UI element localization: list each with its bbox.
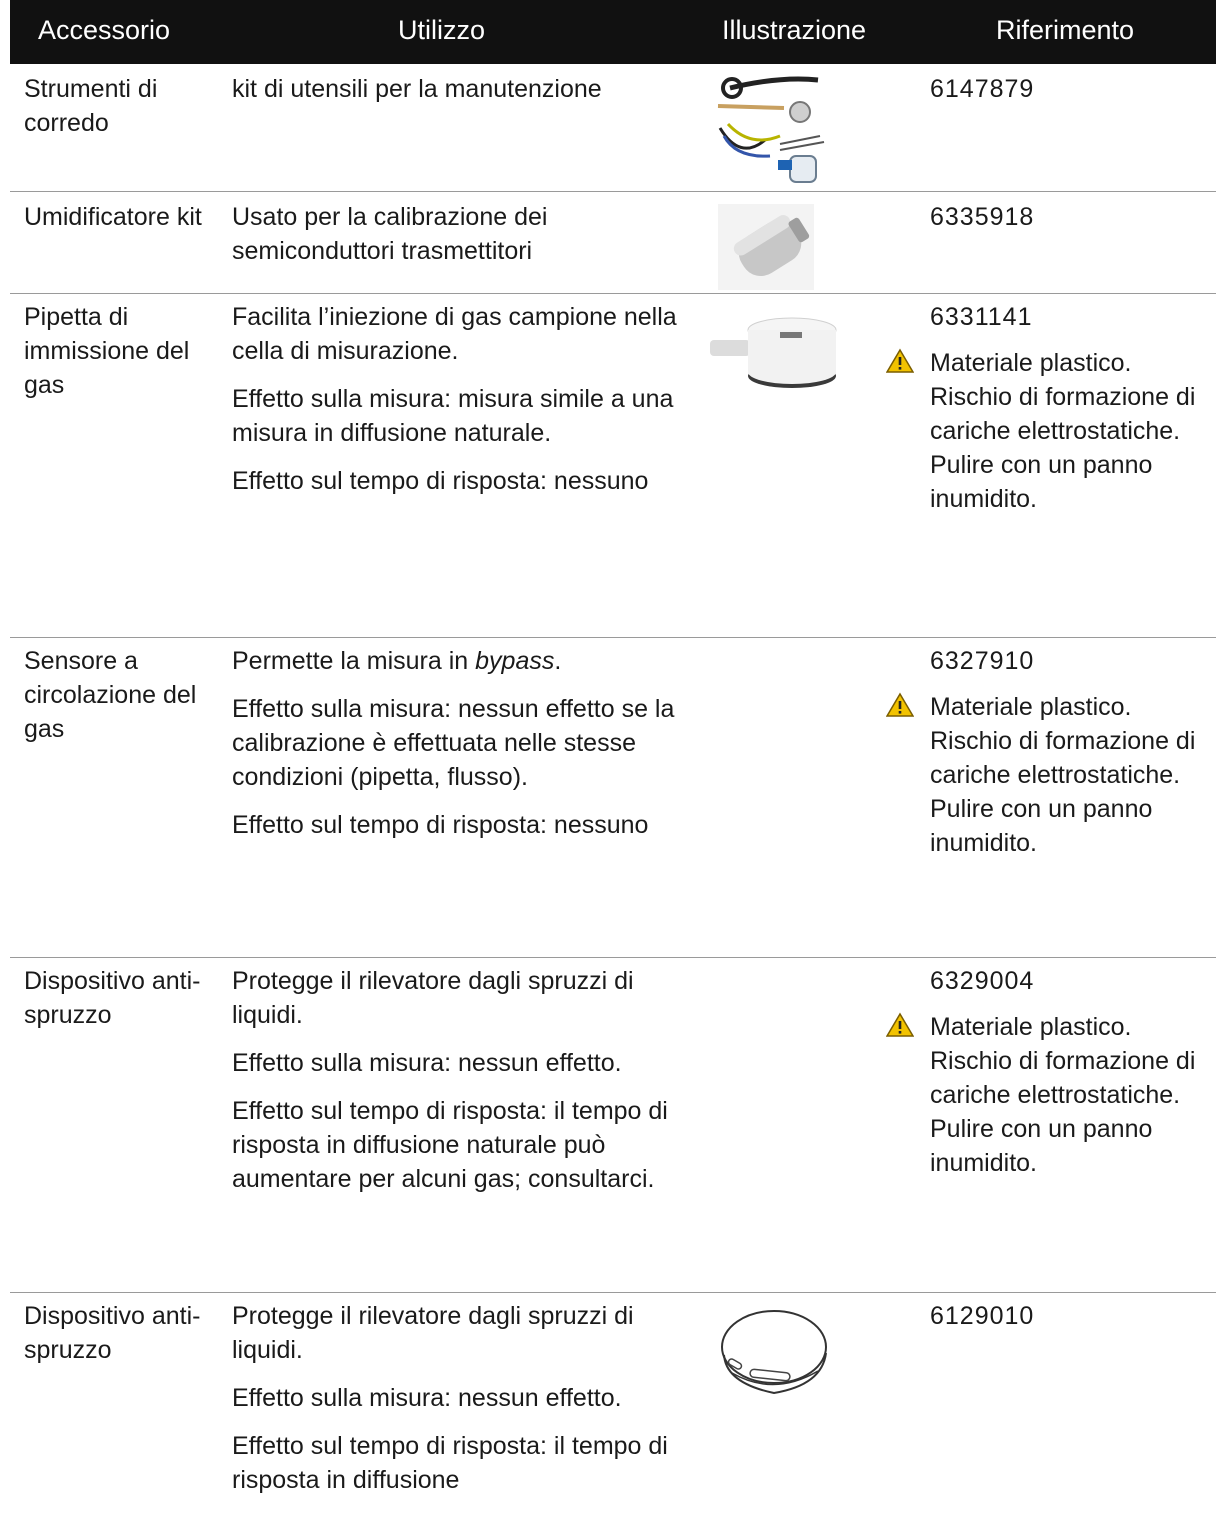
usage-paragraph: Effetto sul tempo di risposta: il tempo di risposta in diffusione naturale può aumentare per alcuni gas; consultarci. bbox=[232, 1097, 668, 1193]
reference-code: 6331141 bbox=[930, 303, 1033, 331]
humidifier-image bbox=[710, 196, 880, 292]
table-row bbox=[10, 192, 1216, 294]
table-row bbox=[10, 64, 1216, 192]
accessory-name: Strumenti di corredo bbox=[24, 75, 158, 137]
reference-code: 6335918 bbox=[930, 203, 1035, 231]
header-illustrazione: Illustrazione bbox=[722, 15, 867, 45]
gas-pipette-image bbox=[710, 310, 880, 400]
warning-icon bbox=[886, 1012, 914, 1038]
usage-emphasis: bypass bbox=[475, 647, 555, 675]
warning-text: Materiale plastico. Rischio di formazione di cariche elettrostatiche. Pulire con un panno inumidito. bbox=[930, 349, 1196, 513]
warning-note bbox=[930, 690, 1216, 860]
accessory-name: Dispositivo anti-spruzzo bbox=[24, 967, 201, 1029]
usage-text: kit di utensili per la manutenzione bbox=[232, 75, 602, 103]
usage-paragraph: Effetto sul tempo di risposta: nessuno bbox=[232, 811, 649, 839]
usage-paragraph bbox=[232, 644, 692, 678]
table-row bbox=[10, 958, 1216, 1318]
reference-cell bbox=[930, 300, 1216, 516]
table-header bbox=[10, 0, 1216, 64]
warning-text: Materiale plastico. Rischio di formazione di cariche elettrostatiche. Pulire con un panno inumidito. bbox=[930, 693, 1196, 857]
tool-kit-image bbox=[710, 66, 880, 190]
warning-icon bbox=[886, 692, 914, 718]
warning-text: Materiale plastico. Rischio di formazione di cariche elettrostatiche. Pulire con un panno inumidito. bbox=[930, 1013, 1196, 1177]
usage-paragraph: Effetto sul tempo di risposta: il tempo di risposta in diffusione bbox=[232, 1432, 668, 1494]
header-accessorio: Accessorio bbox=[38, 15, 171, 45]
warning-icon bbox=[886, 348, 914, 374]
accessory-name: Pipetta di immissione del gas bbox=[24, 303, 190, 399]
usage-paragraph: Protegge il rilevatore dagli spruzzi di liquidi. bbox=[232, 967, 634, 1029]
usage-cell bbox=[232, 964, 692, 1210]
table-row bbox=[10, 1293, 1216, 1537]
usage-cell bbox=[232, 300, 692, 512]
usage-paragraph: Facilita l’iniezione di gas campione nella cella di misurazione. bbox=[232, 303, 677, 365]
header-riferimento: Riferimento bbox=[996, 15, 1135, 45]
warning-note bbox=[930, 1010, 1216, 1180]
usage-text: Permette la misura in bbox=[232, 647, 476, 675]
usage-paragraph: Protegge il rilevatore dagli spruzzi di liquidi. bbox=[232, 1302, 634, 1364]
usage-paragraph: Effetto sulla misura: nessun effetto. bbox=[232, 1384, 622, 1412]
accessory-name: Sensore a circolazione del gas bbox=[24, 647, 197, 743]
header-utilizzo: Utilizzo bbox=[398, 15, 486, 45]
usage-paragraph: Effetto sulla misura: nessun effetto se la calibrazione è effettuata nelle stesse condizioni (pipetta, flusso). bbox=[232, 695, 675, 791]
splash-guard-image bbox=[710, 1299, 880, 1409]
usage-text: Usato per la calibrazione dei semiconduttori trasmettitori bbox=[232, 203, 548, 265]
usage-paragraph: Effetto sulla misura: misura simile a una misura in diffusione naturale. bbox=[232, 385, 674, 447]
usage-paragraph: Effetto sulla misura: nessun effetto. bbox=[232, 1049, 622, 1077]
reference-code: 6129010 bbox=[930, 1302, 1035, 1330]
reference-cell bbox=[930, 964, 1216, 1180]
warning-note bbox=[930, 346, 1216, 516]
accessory-name: Dispositivo anti-spruzzo bbox=[24, 1302, 201, 1364]
table-row bbox=[10, 638, 1216, 958]
usage-cell bbox=[232, 644, 692, 856]
usage-paragraph: Effetto sul tempo di risposta: nessuno bbox=[232, 467, 649, 495]
accessory-name: Umidificatore kit bbox=[24, 203, 202, 231]
usage-cell bbox=[232, 1299, 692, 1511]
table-row bbox=[10, 294, 1216, 638]
reference-code: 6329004 bbox=[930, 967, 1035, 995]
usage-text: . bbox=[554, 647, 562, 675]
reference-cell bbox=[930, 644, 1216, 860]
reference-code: 6327910 bbox=[930, 647, 1035, 675]
reference-code: 6147879 bbox=[930, 75, 1035, 103]
